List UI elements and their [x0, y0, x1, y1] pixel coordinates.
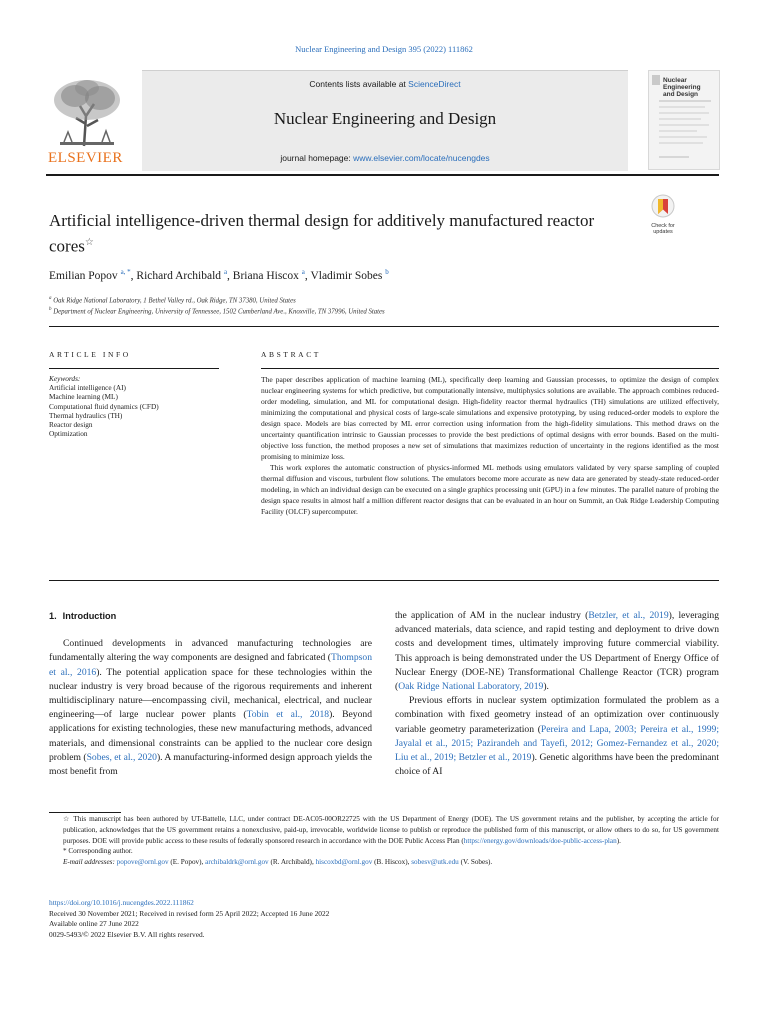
- cover-title-line-1: Nuclear Engineering: [663, 77, 701, 91]
- intro-paragraph-1-cont: [395, 609, 719, 694]
- keyword-item: Thermal hydraulics (TH): [49, 410, 123, 420]
- section-heading-introduction: [49, 609, 372, 623]
- intro-text: ). A manufacturing-informed design approach yields the most benefit from: [49, 751, 372, 778]
- author-sep-3: ,: [304, 269, 311, 282]
- author-list: [49, 268, 389, 282]
- email-link[interactable]: archibaldrk@ornl.gov: [205, 858, 269, 867]
- section-title: Introduction: [62, 611, 117, 621]
- article-title-text: Artificial intelligence-driven thermal design for additively manufactured reactor cores: [49, 211, 595, 256]
- affiliation-b-text: Department of Nuclear Engineering, University of Tennessee, 1502 Cumberland Ave., Knoxville, TN 37996, United States: [53, 308, 385, 316]
- publisher-name: ELSEVIER: [48, 150, 123, 166]
- funding-footnote: [49, 814, 719, 846]
- funding-text: This manuscript has been authored by UT-Battelle, LLC, under contract DE-AC05-00OR22725 with the US Department of Energy (DOE). The US government retains and the publisher, by accepting the article for publication, acknowledges that the US government retains a nonexclusive, paid-up, irrevocable, worldwide license to publish or reproduce the published form of this manuscript, or allow others to do so, for US government purposes. DOE will provide public access to these results of federally sponsored research in accordance with the DOE Public Access Plan (: [63, 815, 719, 845]
- intro-text: the application of AM in the nuclear industry (: [395, 610, 589, 621]
- author-sep-1: ,: [130, 269, 137, 282]
- online-date: Available online 27 June 2022: [49, 919, 139, 929]
- keyword-item: Machine learning (ML): [49, 392, 118, 402]
- email-link[interactable]: sobesv@utk.edu: [411, 858, 459, 867]
- email-owner: (R. Archibald),: [268, 858, 316, 867]
- footnote-mark: ☆: [63, 815, 71, 823]
- email-addresses: [49, 857, 719, 868]
- author-3[interactable]: Briana Hiscox: [232, 269, 299, 282]
- article-info-rule: [49, 368, 219, 369]
- journal-header: [46, 70, 719, 172]
- intro-text: Continued developments in advanced manufacturing technologies are fundamentally altering the way components are designed and fabricated (: [49, 638, 372, 664]
- email-owner: (B. Hiscox),: [372, 858, 412, 867]
- corresponding-author: * Corresponding author.: [63, 847, 133, 856]
- article-info-heading: ARTICLE INFO: [49, 350, 131, 359]
- intro-text: ), leveraging advanced materials, data science, and rapid testing and deployment to drive down costs and development times, ultimately improving future commercial viability. This approach is being demonstrated under the US Department of Energy Office of Nuclear Energy (DOE-NE) Transformational Challenge Reactor (TCR) program (: [395, 610, 719, 693]
- keywords-block: [49, 374, 219, 438]
- elsevier-tree-icon: [50, 76, 124, 148]
- doe-access-plan-link[interactable]: https://energy.gov/downloads/doe-public-access-plan: [463, 836, 617, 845]
- citation-link[interactable]: Betzler, et al., 2019: [588, 610, 669, 621]
- affiliation-a-mark: a: [49, 296, 52, 301]
- intro-text: ).: [543, 681, 549, 693]
- footnotes: [49, 814, 719, 868]
- author-1[interactable]: Emilian Popov: [49, 269, 118, 282]
- abstract-heading: ABSTRACT: [261, 350, 321, 359]
- elsevier-logo[interactable]: [46, 70, 128, 170]
- footnote-rule: [49, 812, 121, 813]
- intro-text: ). Beyond applications for existing technologies, these new manufacturing methods, advanced materials, and dimensional constraints can be applied to the nuclear core design problem (: [49, 709, 372, 763]
- homepage-line: [142, 153, 628, 163]
- keyword-item: Artificial intelligence (AI): [49, 383, 126, 393]
- journal-cover-thumbnail[interactable]: [648, 70, 720, 170]
- author-4[interactable]: Vladimir Sobes: [310, 269, 383, 282]
- body-right-column: [395, 609, 719, 779]
- abstract-rule-bottom: [49, 580, 719, 581]
- author-2-affil[interactable]: a: [223, 268, 228, 276]
- doi-link[interactable]: https://doi.org/10.1016/j.nucengdes.2022.111862: [49, 898, 194, 907]
- keywords-label: Keywords:: [49, 374, 81, 383]
- intro-paragraph-2: [395, 694, 719, 779]
- author-2[interactable]: Richard Archibald: [136, 269, 222, 282]
- bookmark-icon: [650, 194, 676, 218]
- cover-title-line-2: and Design: [663, 91, 699, 98]
- journal-title: Nuclear Engineering and Design: [273, 109, 497, 128]
- email-owner: (E. Popov),: [168, 858, 206, 867]
- received-dates: Received 30 November 2021; Received in revised form 25 April 2022; Accepted 16 June 2022: [49, 908, 330, 918]
- title-footnote-mark[interactable]: ☆: [84, 237, 94, 248]
- cover-title: [663, 77, 719, 98]
- check-for-updates-label: Check for updates: [651, 223, 675, 235]
- body-left-column: [49, 609, 372, 779]
- affiliation-rule: [49, 326, 719, 327]
- affiliation-b: [49, 307, 385, 315]
- citation-link[interactable]: Thompson et al., 2016: [49, 652, 372, 678]
- homepage-prefix: journal homepage:: [280, 153, 354, 163]
- masthead: [142, 70, 628, 171]
- intro-paragraph-1: [49, 637, 372, 779]
- author-3-affil[interactable]: a: [301, 268, 305, 276]
- author-1-affil[interactable]: a, *: [120, 268, 131, 276]
- intro-text: ). Genetic algorithms have been the predominant choice of AI: [395, 752, 719, 778]
- funding-end: ).: [616, 836, 621, 845]
- article-meta: [49, 898, 719, 940]
- header-rule: [46, 174, 719, 176]
- affiliation-b-mark: b: [49, 307, 52, 312]
- email-owner: (V. Sobes).: [458, 858, 493, 867]
- affiliation-a-text: Oak Ridge National Laboratory, 1 Bethel Valley rd., Oak Ridge, TN 37380, United States: [53, 297, 296, 305]
- author-4-affil[interactable]: b: [385, 268, 389, 276]
- contents-prefix: Contents lists available at: [309, 79, 409, 89]
- email-link[interactable]: popove@ornl.gov: [116, 858, 169, 867]
- check-for-updates-badge[interactable]: [646, 194, 680, 234]
- keyword-item: Computational fluid dynamics (CFD): [49, 401, 159, 411]
- intro-text: Previous efforts in nuclear system optimization formulated the problem as a combination with fixed geometry instead of an optimization over continuously variable geometry parameterization (: [395, 695, 719, 735]
- keyword-item: Reactor design: [49, 420, 93, 430]
- abstract-paragraph-2: This work explores the automatic construction of physics-informed ML methods using emulators validated by very sparse sampling of coupled thermal diffusion and viscous, turbulent flow solutions. The emulators become more accurate as new data are generated by steady-state reduced-order modeling, in which an individual design can be executed on a single graphics processing unit (GPU) in a few minutes. The parallel nature of probing the design space results in almost half a million different reactor designs that can be evaluated in an hour on Summit, an Oak Ridge Leadership Computing Facility (OLCF) supercomputer.: [261, 463, 719, 516]
- article-title: [49, 210, 619, 258]
- abstract-paragraph-1: The paper describes application of machine learning (ML), specifically deep learning and Gaussian processes, to optimize the design of complex nuclear engineering systems for which predictive, but computationally intensive, multiphysics solutions are available. The approach combines reduced-order modeling, simulation, and ML for computational design. High-fidelity reactor thermal hydraulics (TH) simulations are utilized effectively, minimizing the computational and physical costs of large-scale simulations and expensive prototyping, by using reduced-order models to explore the design space. Models are bias corrected by ML error correction using information from the high-fidelity simulations. This method draws on the uncertainty quantification intrinsic to Gaussian processes to provide the best predictions of optimal designs with error bounds. Based on the multi-objective loss function, the method proposes a new set of simulations that maximizes reduction of uncertainty in the regions identified as the most promising to minimize loss.: [261, 375, 719, 461]
- affiliation-a: [49, 296, 296, 304]
- intro-text: ). The potential application space for these technologies within the nuclear industry is very broad because of the rigorous requirements and inherent multidisciplinary nature—encompassing civil, mechanical, electrical, and nuclear engineering—of large nuclear power plants (: [49, 666, 372, 721]
- citation-link[interactable]: Oak Ridge National Laboratory, 2019: [398, 681, 544, 693]
- citation-link[interactable]: Sobes, et al., 2020: [86, 751, 157, 763]
- citation-link[interactable]: Tobin et al., 2018: [246, 709, 330, 721]
- journal-homepage-link[interactable]: www.elsevier.com/locate/nucengdes: [353, 153, 490, 163]
- journal-citation[interactable]: Nuclear Engineering and Design 395 (2022) 111862: [295, 44, 473, 54]
- section-number: 1.: [49, 611, 57, 621]
- author-sep-2: ,: [227, 269, 233, 282]
- keyword-item: Optimization: [49, 429, 88, 439]
- email-link[interactable]: hiscoxbd@ornl.gov: [315, 858, 373, 867]
- email-label: E-mail addresses:: [63, 858, 115, 867]
- abstract-rule-top: [261, 368, 719, 369]
- citation-link[interactable]: Pereira and Lapa, 2003; Pereira et al., 1999; Jayalal et al., 2015; Pazirandeh and Tayefi, 2012; Gomez-Fernandez et al., 2020; Liu et al., 2019; Betzler et al., 2019: [395, 723, 719, 764]
- copyright: 0029-5493/© 2022 Elsevier B.V. All rights reserved.: [49, 929, 205, 939]
- sciencedirect-link[interactable]: ScienceDirect: [408, 79, 461, 89]
- abstract-body: [261, 374, 719, 517]
- contents-line: [142, 79, 628, 89]
